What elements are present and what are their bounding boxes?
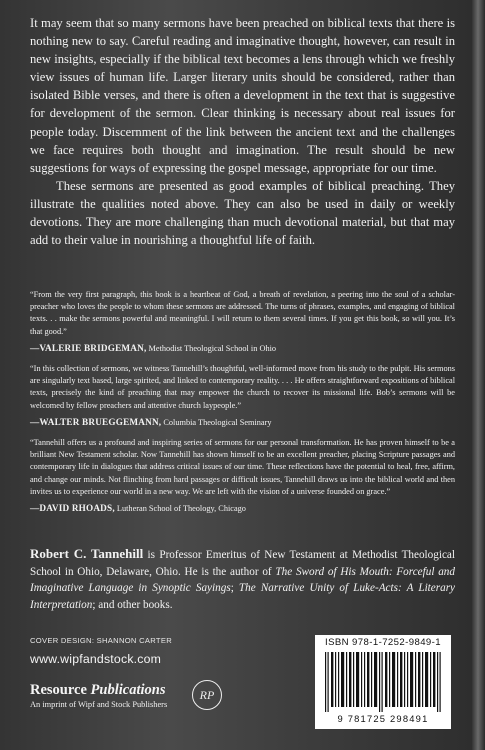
publisher-imprint bbox=[30, 682, 167, 709]
endorsements bbox=[30, 289, 455, 523]
book-title: The Sword of His Mouth: Forceful and Imaginative Language in Synoptic Sayings bbox=[30, 565, 455, 595]
intro-text bbox=[30, 14, 455, 249]
publisher-name-part: Resource bbox=[30, 682, 91, 698]
rp-logo-icon: RP bbox=[192, 680, 222, 710]
intro-paragraph: It may seem that so many sermons have been preached on biblical texts that there is nothing new to say. Careful reading and imaginative thought, however, can result in new insights, especially if the biblical text becomes a lens through which we freshly view issues of human life. Larger literary units should be considered, rather than isolated Bible verses, and there is often a development in the text that is suggestive for development of the sermon. Clear thinking is necessary about real issues for people today. Discernment of the link between the ancient text and the challenges we face requires both thought and imagination. The result should be new suggestions for ways of expressing the gospel message, appropriate for our time. bbox=[30, 16, 455, 175]
publisher-url[interactable]: www.wipfandstock.com bbox=[30, 652, 162, 666]
barcode-icon bbox=[323, 652, 445, 712]
barcode-digits: 9 781725 298491 bbox=[337, 713, 429, 724]
endorser-affiliation: Columbia Theological Seminary bbox=[163, 417, 272, 427]
endorsement-text: “Tannehill offers us a profound and inspiring series of sermons for our personal transformation. He has proven himself to be a brilliant New Testament scholar. Now Tannehill has shown himself to be an excellent preacher, placing Scripture passages and contemporary life in dialogues that address critical issues of our time. These reflections have the potential to heal, free, affirm, and change our minds. Not flinching from hard passages or difficult issues, Tannehill draws us into the biblical world and then invites us to experience our world in a new way. We are left with the vision of a universe founded on grace.” bbox=[30, 438, 455, 496]
cover-design-credit: COVER DESIGN: SHANNON CARTER bbox=[30, 636, 173, 645]
endorser-affiliation: Methodist Theological School in Ohio bbox=[148, 343, 277, 353]
endorsement-attribution bbox=[30, 342, 455, 355]
endorsement bbox=[30, 289, 455, 355]
endorsement bbox=[30, 363, 455, 429]
author-bio-text: ; and other books. bbox=[92, 598, 173, 611]
author-bio-text: ; bbox=[230, 582, 239, 595]
endorsement-text: “In this collection of sermons, we witness Tannehill’s thoughtful, well-informed move from his study to the pulpit. His sermons are singularly text based, large spirited, and linked to contemporary reality. . . . He offers straightforward expositions of biblical texts, precisely the kind of preaching that may empower the church to recover its missional life. Bob’s sermons will be welcomed by fellow preachers and attentive church laypeople.” bbox=[30, 364, 455, 410]
author-bio bbox=[30, 546, 455, 613]
endorsement-attribution bbox=[30, 416, 455, 429]
endorsement bbox=[30, 437, 455, 515]
isbn-number: ISBN 978-1-7252-9849-1 bbox=[325, 637, 441, 648]
endorsement-text: “From the very first paragraph, this book is a heartbeat of God, a breath of revelation, a peering into the soul of a scholar-preacher who loves the people to whom these sermons are addressed. The turns of phrases, examples, and engaging of biblical texts. . . make the sermons powerful and meaningful. I will return to them several times. If you get this book, so will you. It’s that good.” bbox=[30, 290, 455, 336]
endorser-name: —VALERIE BRIDGEMAN, bbox=[30, 342, 147, 353]
endorser-affiliation: Lutheran School of Theology, Chicago bbox=[116, 504, 246, 514]
publisher-name bbox=[30, 682, 167, 699]
author-bio-text: is Professor Emeritus of New Testament at Methodist Theological School in Ohio, Delaware, Ohio. He is the author of bbox=[30, 549, 456, 578]
endorser-name: —WALTER BRUEGGEMANN, bbox=[30, 416, 162, 427]
cover-edge bbox=[471, 0, 485, 750]
book-title: The Narrative Unity of Luke-Acts: A Literary Interpretation bbox=[30, 582, 456, 611]
isbn-barcode bbox=[315, 635, 451, 729]
endorsement-attribution bbox=[30, 502, 455, 515]
intro-paragraph: These sermons are presented as good examples of biblical preaching. They illustrate the qualities noted above. They can also be used in daily or weekly devotions. They are more challenging than much devotional material, but that may add to their value in nourishing a thoughtful life of faith. bbox=[30, 178, 455, 248]
author-name: Robert C. Tannehill bbox=[30, 546, 144, 561]
publisher-name-part: Publications bbox=[90, 682, 166, 698]
publisher-subtitle: An imprint of Wipf and Stock Publishers bbox=[30, 700, 168, 709]
endorser-name: —DAVID RHOADS, bbox=[30, 503, 115, 514]
